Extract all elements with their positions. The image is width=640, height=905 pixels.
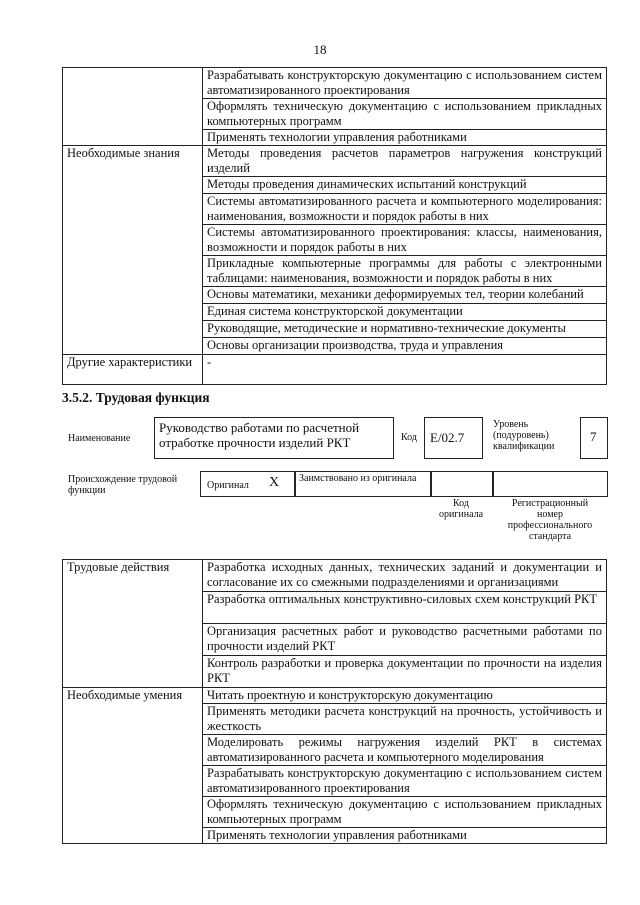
name-value: Руководство работами по расчетной отработке прочности изделий РКТ [159, 420, 360, 450]
list-item: Разработка оптимальных конструктивно-силовых схем конструкций РКТ [203, 592, 607, 624]
list-item: Разрабатывать конструкторскую документацию с использованием систем автоматизированного проектирования [203, 68, 607, 99]
list-item: Прикладные компьютерные программы для работы с электронными таблицами: наименования, возможности и порядок работы в них [203, 256, 607, 287]
origin-label: Происхождение трудовой функции [68, 474, 178, 496]
level-label: Уровень (подуровень) квалификации [493, 419, 555, 452]
borrowed-label: Заимствовано из оригинала [299, 473, 417, 484]
list-item: Контроль разработки и проверка документации по прочности на изделия РКТ [203, 656, 607, 688]
original-label: Оригинал [207, 480, 249, 491]
list-item: Руководящие, методические и нормативно-технические документы [203, 321, 607, 338]
list-item: Моделировать режимы нагружения изделий РКТ в системах автоматизированного расчета и компьютерного моделирования [203, 735, 607, 766]
list-item: Системы автоматизированного расчета и компьютерного моделирования: наименования, возможности и порядок работы в них [203, 194, 607, 225]
list-item: Основы организации производства, труда и управления [203, 338, 607, 355]
list-item: Основы математики, механики деформируемых тел, теории колебаний [203, 287, 607, 304]
borrowed-box [294, 471, 432, 497]
name-box [154, 417, 394, 459]
row-label: Другие характеристики [63, 355, 203, 385]
level-box [580, 417, 608, 459]
list-item: Оформлять техническую документацию с использованием прикладных компьютерных программ [203, 797, 607, 828]
section-heading: 3.5.2. Трудовая функция [62, 390, 210, 405]
row-label: Необходимые знания [63, 146, 203, 355]
level-value: 7 [590, 429, 597, 444]
top-table [62, 67, 607, 385]
code-box [424, 417, 483, 459]
page-number: 18 [313, 42, 327, 57]
original-box [200, 471, 296, 497]
row-label [63, 68, 203, 146]
code-original-caption: Код оригинала [438, 498, 484, 520]
list-item: Методы проведения расчетов параметров нагружения конструкций изделий [203, 146, 607, 177]
reg-number-box [492, 471, 608, 497]
list-item: Разработка исходных данных, технических заданий и документации и согласование их со смежными подразделениями и организациями [203, 560, 607, 592]
list-item: Системы автоматизированного проектирования: классы, наименования, возможности и порядок работы в них [203, 225, 607, 256]
row-label: Необходимые умения [63, 688, 203, 844]
list-item: - [203, 355, 607, 385]
code-value: E/02.7 [430, 430, 465, 445]
reg-number-caption: Регистрационный номер профессионального стандарта [507, 498, 593, 542]
code-label: Код [401, 432, 417, 443]
list-item: Единая система конструкторской документации [203, 304, 607, 321]
list-item: Организация расчетных работ и руководство расчетными работами по прочности изделий РКТ [203, 624, 607, 656]
row-label: Трудовые действия [63, 560, 203, 688]
code-original-box [430, 471, 494, 497]
original-mark: X [269, 475, 280, 490]
bottom-table [62, 559, 607, 844]
list-item: Методы проведения динамических испытаний конструкций [203, 177, 607, 194]
name-label: Наименование [68, 433, 131, 444]
list-item: Применять методики расчета конструкций на прочность, устойчивость и жесткость [203, 704, 607, 735]
list-item: Применять технологии управления работниками [203, 130, 607, 146]
list-item: Оформлять техническую документацию с использованием прикладных компьютерных программ [203, 99, 607, 130]
list-item: Применять технологии управления работниками [203, 828, 607, 844]
list-item: Читать проектную и конструкторскую документацию [203, 688, 607, 704]
list-item: Разрабатывать конструкторскую документацию с использованием систем автоматизированного проектирования [203, 766, 607, 797]
